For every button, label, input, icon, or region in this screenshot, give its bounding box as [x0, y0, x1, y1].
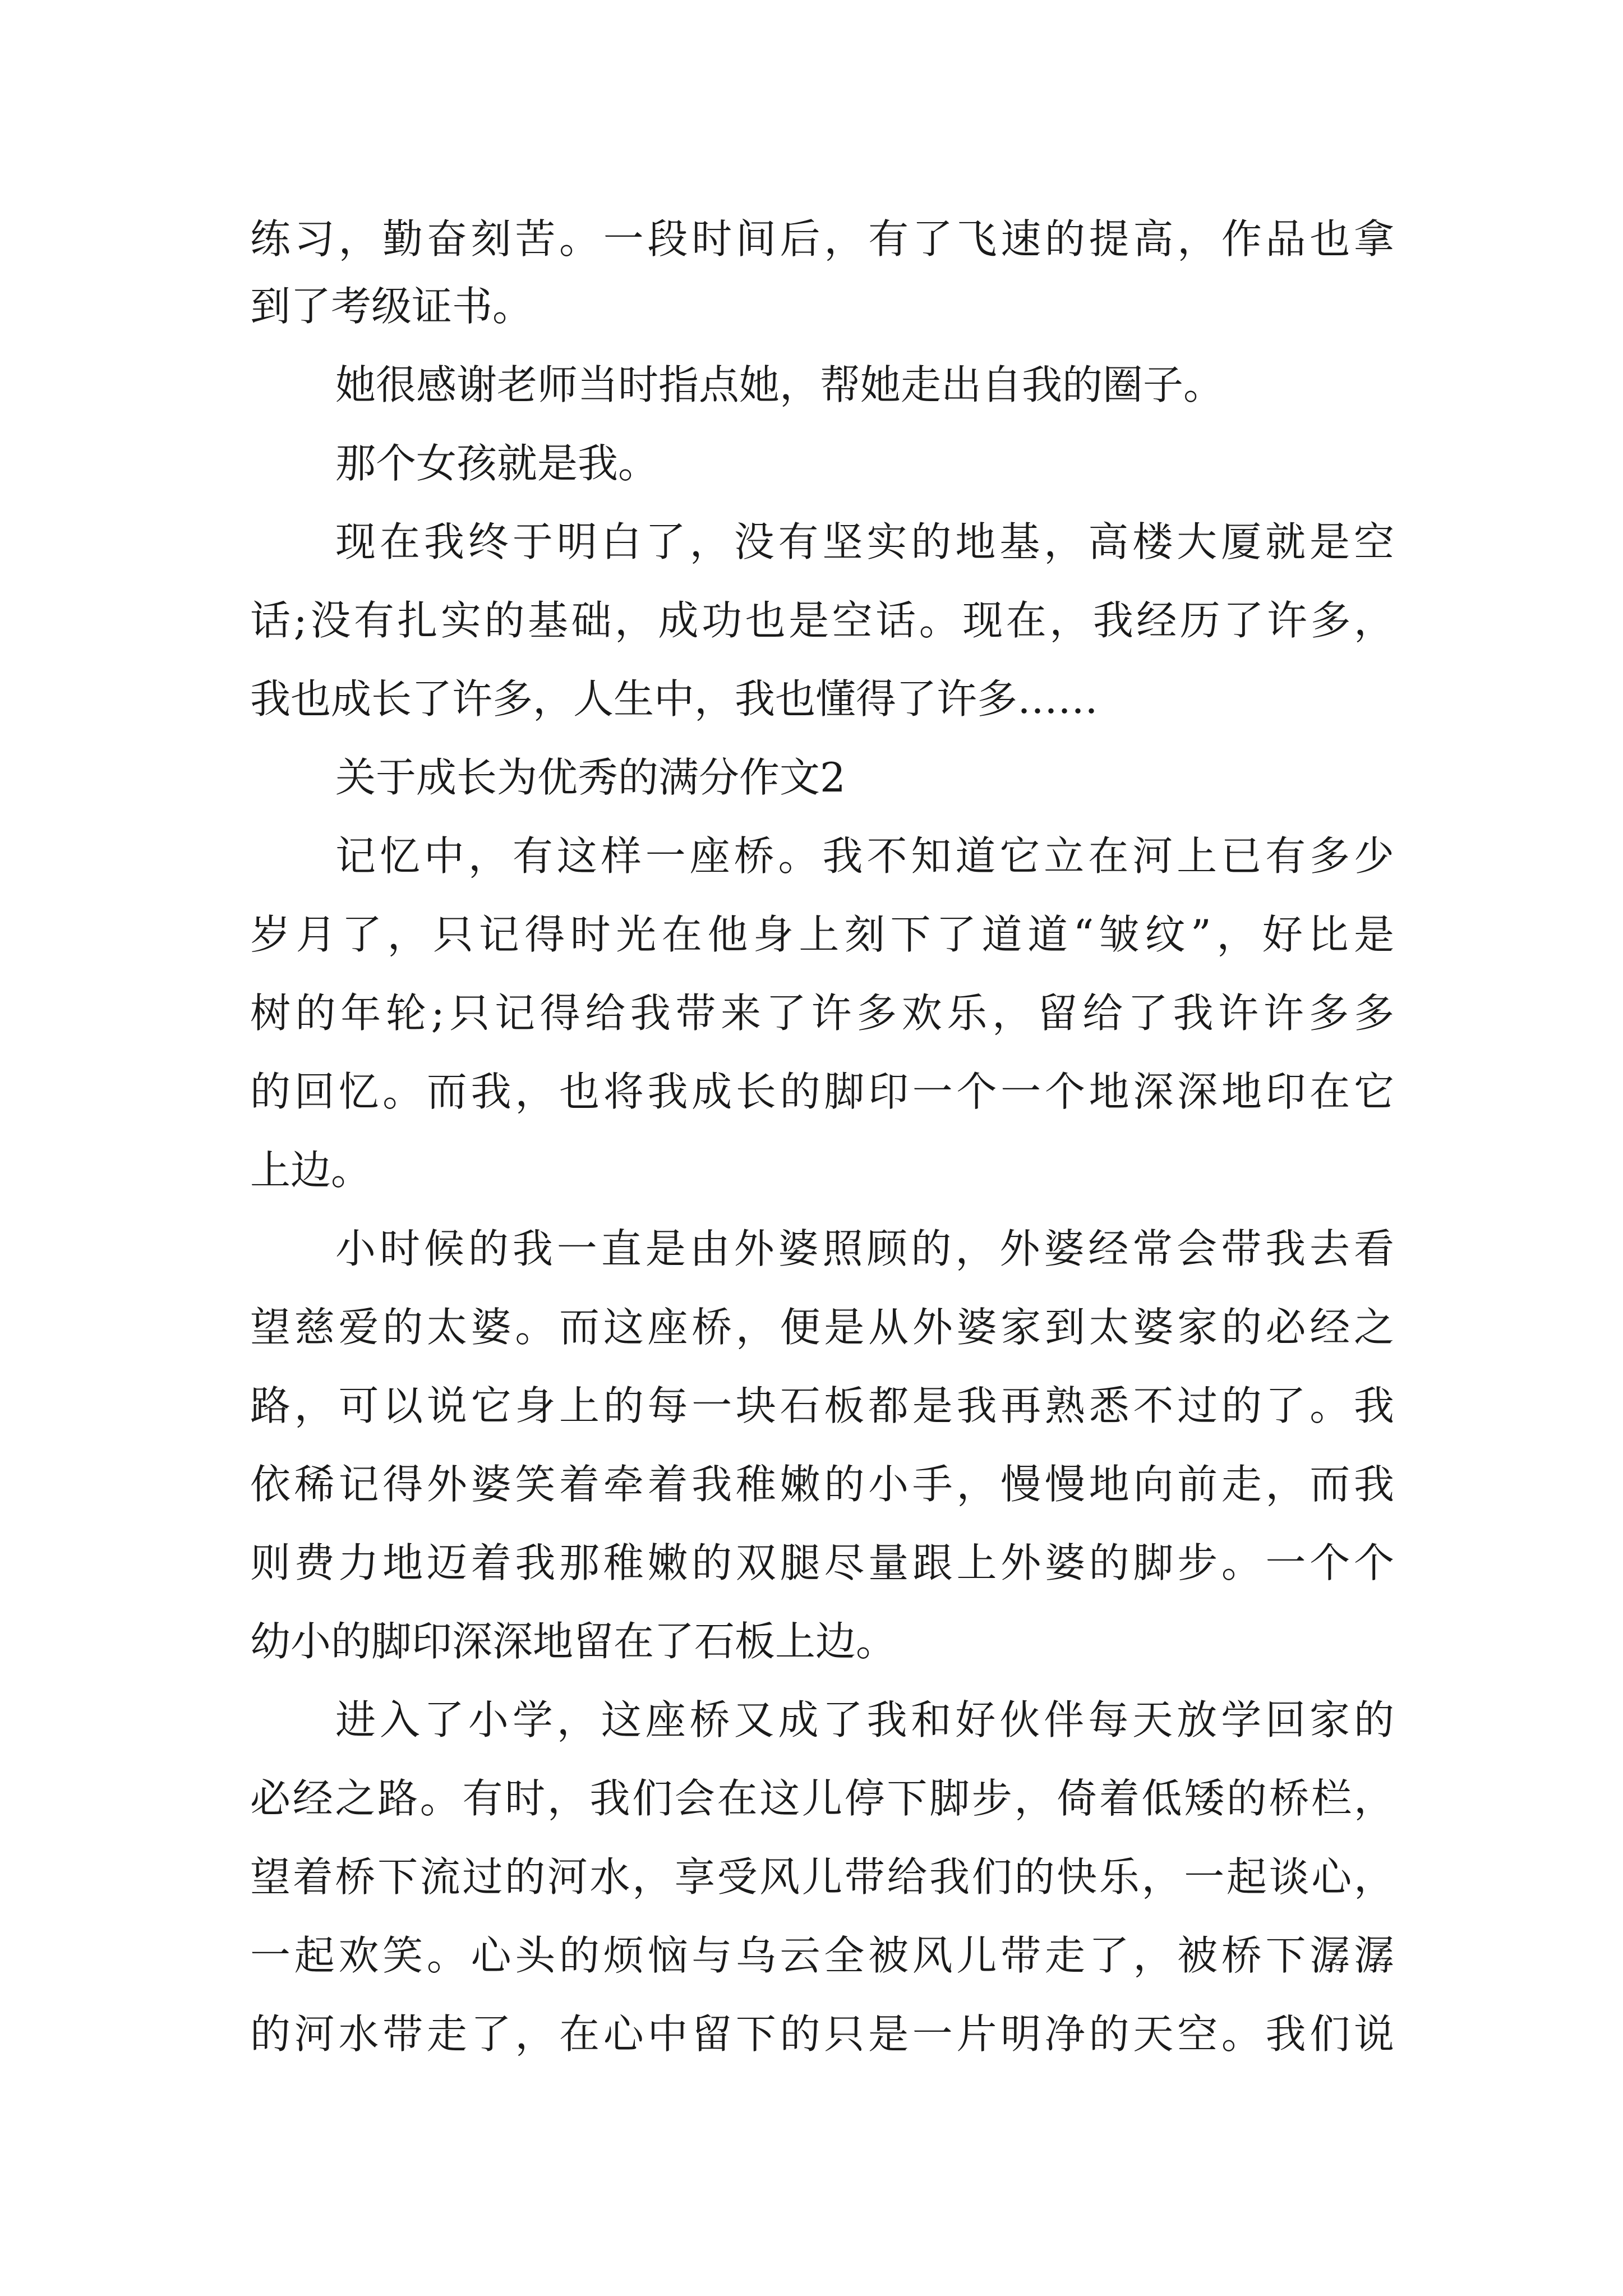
- text-line: 练习，勤奋刻苦。一段时间后，有了飞速的提高，作品也拿: [250, 215, 1394, 263]
- text-line: 进入了小学，这座桥又成了我和好伙伴每天放学回家的: [335, 1696, 1394, 1743]
- text-line: 上边。: [250, 1147, 372, 1194]
- text-line: 的河水带走了，在心中留下的只是一片明净的天空。我们说: [250, 2010, 1394, 2058]
- text-line: 则费力地迈着我那稚嫩的双腿尽量跟上外婆的脚步。一个个: [250, 1539, 1394, 1586]
- text-line: 到了考级证书。: [250, 283, 533, 330]
- text-line: 路，可以说它身上的每一块石板都是我再熟悉不过的了。我: [250, 1382, 1394, 1429]
- text-line: 记忆中，有这样一座桥。我不知道它立在河上已有多少: [335, 832, 1394, 880]
- text-line: 岁月了，只记得时光在他身上刻下了道道“皱纹”，好比是: [250, 911, 1394, 958]
- text-line: 树的年轮;只记得给我带来了许多欢乐，留给了我许许多多: [250, 990, 1394, 1037]
- text-line: 必经之路。有时，我们会在这儿停下脚步，倚着低矮的桥栏，: [250, 1775, 1394, 1822]
- text-line: 望慈爱的太婆。而这座桥，便是从外婆家到太婆家的必经之: [250, 1304, 1394, 1351]
- text-line: 一起欢笑。心头的烦恼与乌云全被风儿带走了，被桥下潺潺: [250, 1932, 1394, 1979]
- text-line: 我也成长了许多，人生中，我也懂得了许多……: [250, 675, 1099, 723]
- text-line: 依稀记得外婆笑着牵着我稚嫩的小手，慢慢地向前走，而我: [250, 1461, 1394, 1508]
- section-heading: 关于成长为优秀的满分作文2: [335, 754, 846, 801]
- text-line: 她很感谢老师当时指点她，帮她走出自我的圈子。: [335, 361, 1224, 408]
- text-line: 那个女孩就是我。: [335, 440, 659, 487]
- text-line: 的回忆。而我，也将我成长的脚印一个一个地深深地印在它: [250, 1068, 1394, 1115]
- text-line: 望着桥下流过的河水，享受风儿带给我们的快乐，一起谈心，: [250, 1853, 1394, 1901]
- text-line: 幼小的脚印深深地留在了石板上边。: [250, 1618, 897, 1665]
- text-line: 小时候的我一直是由外婆照顾的，外婆经常会带我去看: [335, 1225, 1394, 1272]
- text-line: 现在我终于明白了，没有坚实的地基，高楼大厦就是空: [335, 518, 1394, 565]
- text-line: 话;没有扎实的基础，成功也是空话。现在，我经历了许多，: [250, 597, 1394, 644]
